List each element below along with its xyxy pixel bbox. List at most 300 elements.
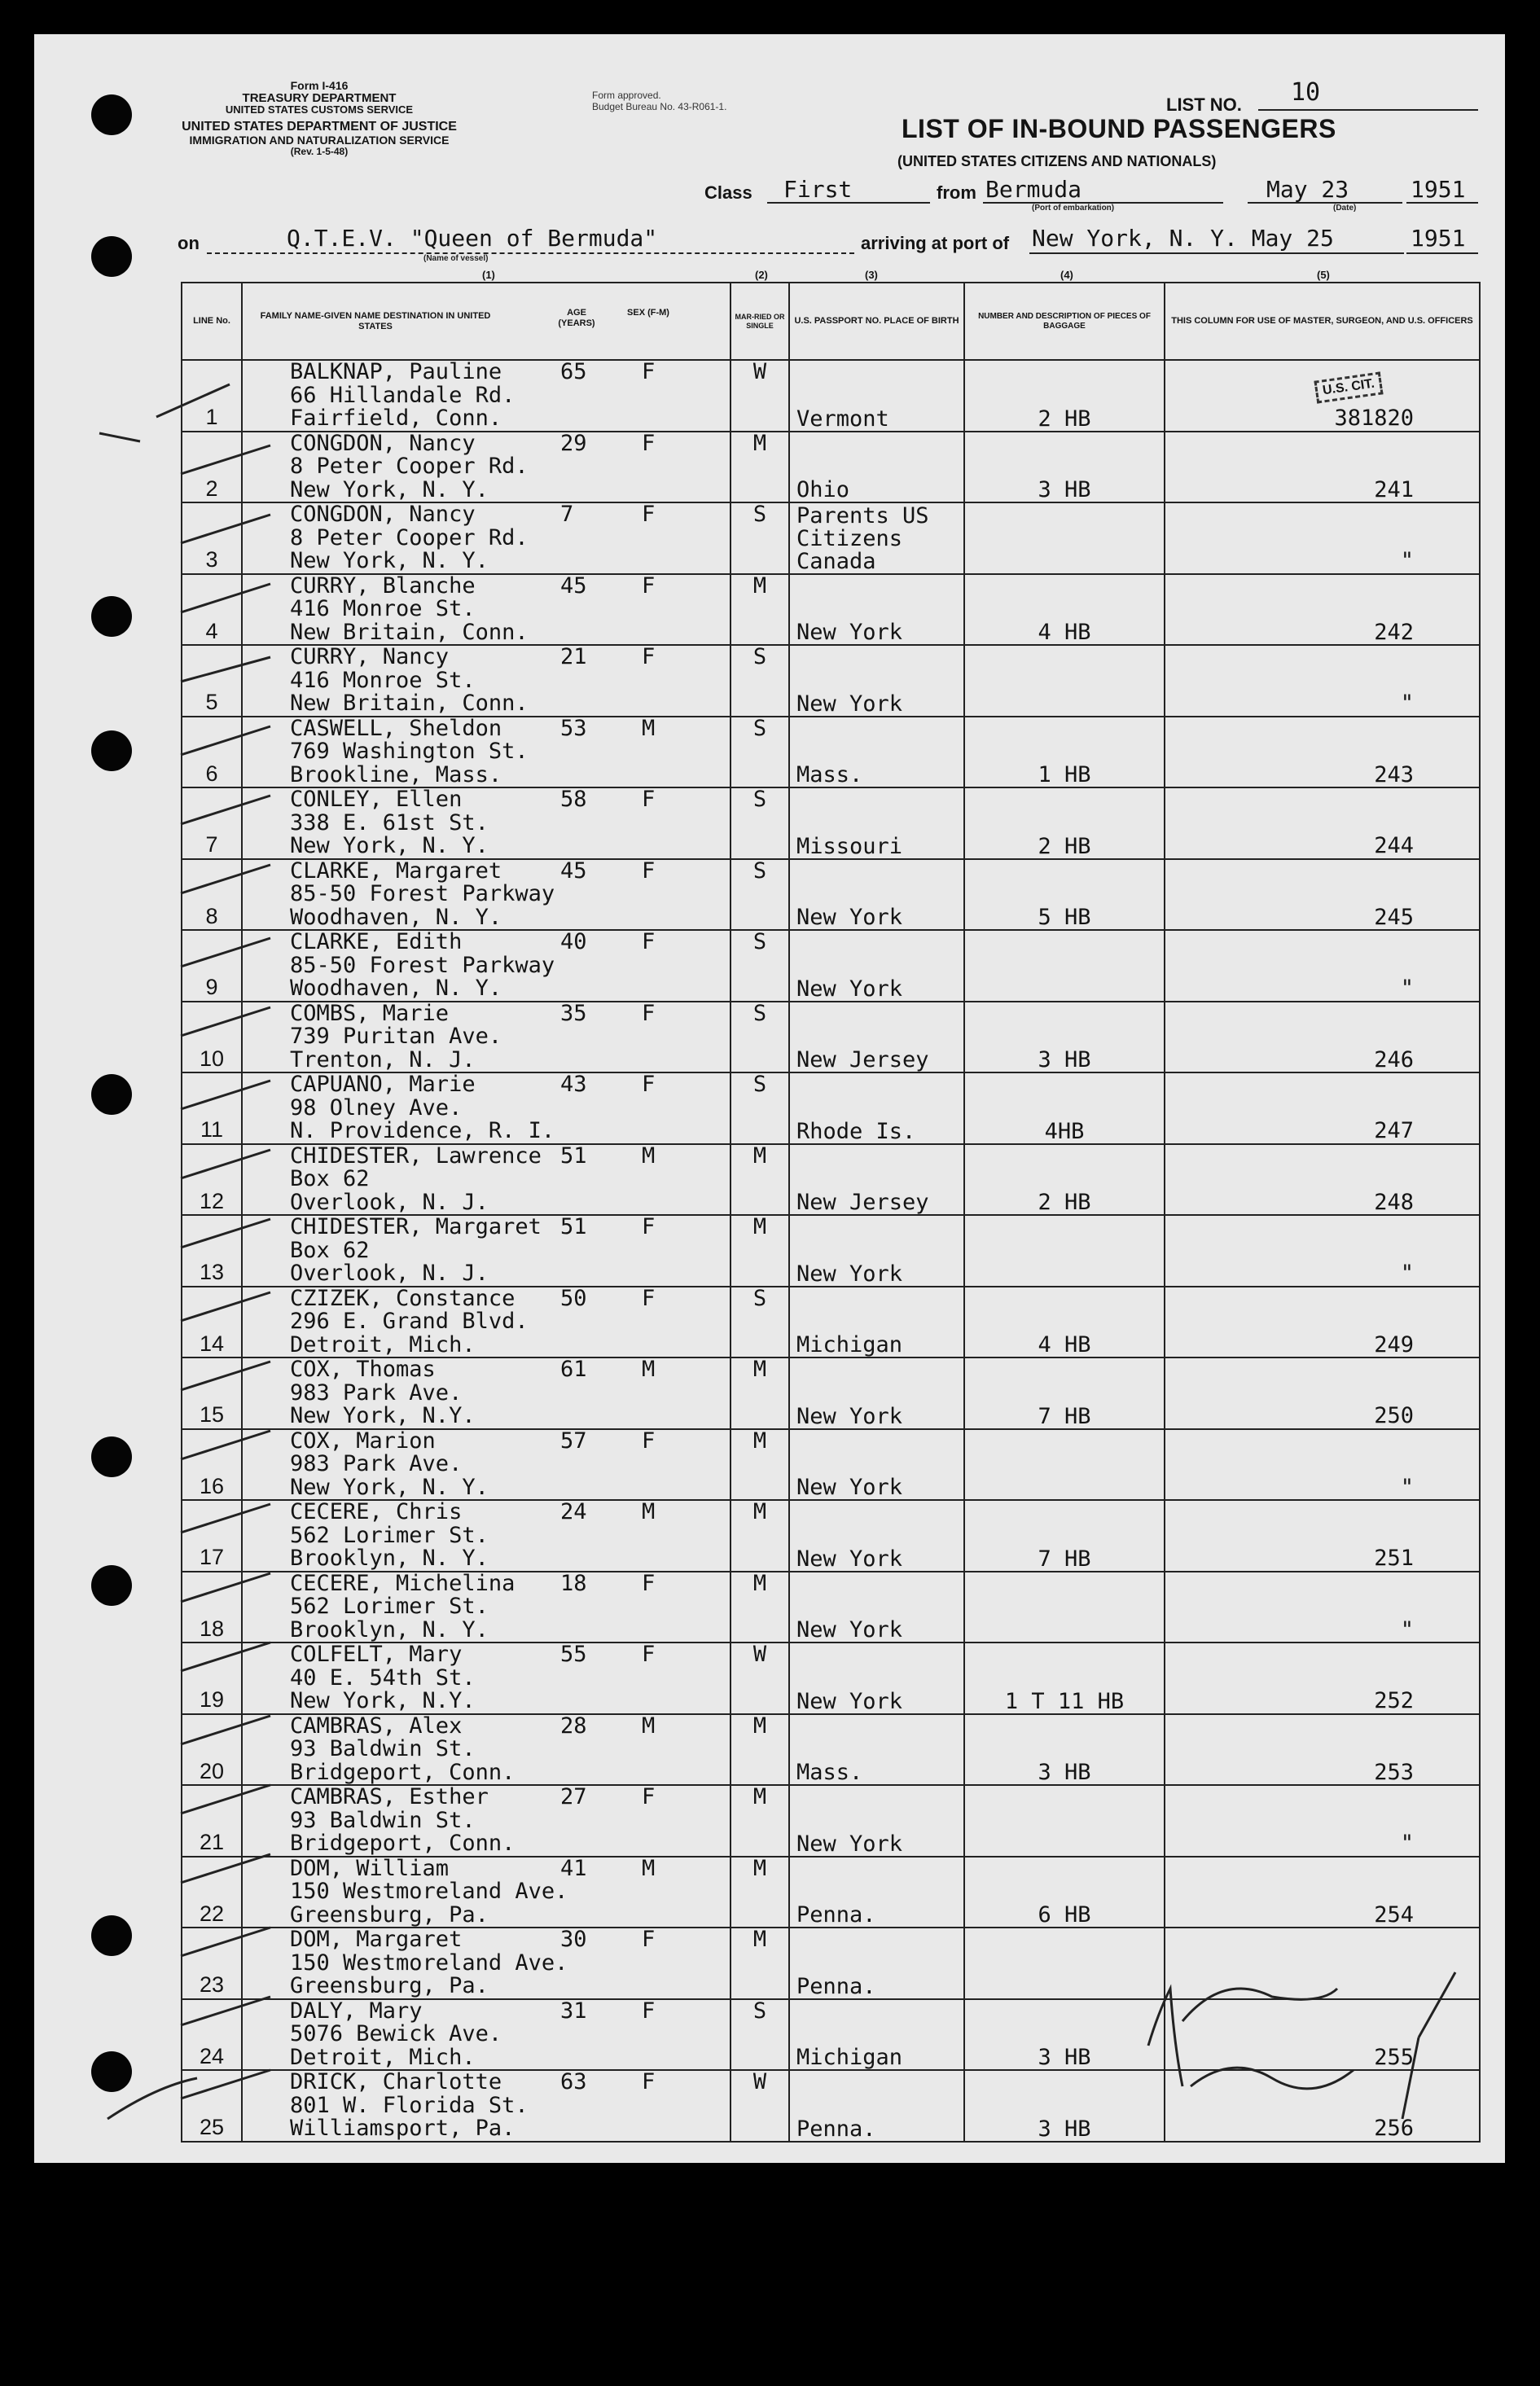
passenger-name-address bbox=[242, 1500, 731, 1572]
table-row bbox=[182, 1643, 1480, 1714]
street-address: 562 Lorimer St. bbox=[290, 1522, 489, 1548]
place-of-birth: Ohio bbox=[789, 432, 964, 503]
street-address: 93 Baldwin St. bbox=[290, 1807, 476, 1833]
officer-reference: 245 bbox=[1165, 859, 1480, 931]
passenger-name: CECERE, Michelina bbox=[290, 1571, 516, 1596]
passenger-sex: F bbox=[642, 431, 656, 456]
city-state: New York, N. Y. bbox=[290, 476, 489, 502]
passenger-name: CASWELL, Sheldon bbox=[290, 716, 502, 741]
line-number: 21 bbox=[182, 1785, 242, 1857]
line-number: 9 bbox=[182, 930, 242, 1002]
binder-hole bbox=[91, 2051, 132, 2092]
street-address: 93 Baldwin St. bbox=[290, 1736, 476, 1761]
passenger-sex: F bbox=[642, 1998, 656, 2024]
baggage-count: 3 HB bbox=[964, 1002, 1165, 1073]
arrival-underline bbox=[1029, 252, 1404, 254]
line-number: 12 bbox=[182, 1144, 242, 1216]
passenger-name-address bbox=[242, 360, 731, 432]
table-row bbox=[182, 1357, 1480, 1429]
department-of-justice: UNITED STATES DEPARTMENT OF JUSTICE bbox=[182, 120, 457, 134]
street-address: 739 Puritan Ave. bbox=[290, 1024, 502, 1049]
city-state: N. Providence, R. I. bbox=[290, 1118, 555, 1143]
street-address: 40 E. 54th St. bbox=[290, 1664, 476, 1691]
date-caption: (Date) bbox=[1333, 204, 1357, 213]
place-of-birth: New York bbox=[789, 859, 964, 931]
passenger-sex: F bbox=[642, 1001, 656, 1026]
place-of-birth: New York bbox=[789, 645, 964, 717]
line-number: 2 bbox=[182, 432, 242, 503]
table-row bbox=[182, 2070, 1480, 2142]
passenger-sex: F bbox=[642, 930, 656, 954]
place-of-birth: Mass. bbox=[789, 717, 964, 788]
passenger-age: 41 bbox=[560, 1856, 587, 1881]
table-row bbox=[182, 1857, 1480, 1928]
header-age: AGE (YEARS) bbox=[558, 308, 595, 328]
passenger-name-address bbox=[242, 1785, 731, 1857]
city-state: Woodhaven, N. Y. bbox=[290, 904, 502, 930]
baggage-count: 4 HB bbox=[964, 574, 1165, 646]
marital-status: M bbox=[731, 1357, 789, 1429]
place-of-birth: New Jersey bbox=[789, 1002, 964, 1073]
document-title: LIST OF IN-BOUND PASSENGERS bbox=[902, 114, 1336, 143]
document-subtitle: (UNITED STATES CITIZENS AND NATIONALS) bbox=[897, 153, 1217, 169]
passenger-name: DRICK, Charlotte bbox=[290, 2070, 502, 2094]
passenger-name: COMBS, Marie bbox=[290, 1001, 450, 1026]
city-state: Brooklyn, N. Y. bbox=[290, 1616, 489, 1643]
baggage-count: 5 HB bbox=[964, 859, 1165, 931]
passenger-sex: F bbox=[642, 573, 656, 599]
place-of-birth: Missouri bbox=[789, 787, 964, 859]
city-state: New York, N. Y. bbox=[290, 548, 489, 573]
marital-status: S bbox=[731, 1287, 789, 1358]
line-number: 24 bbox=[182, 1999, 242, 2071]
binder-hole bbox=[91, 730, 132, 771]
marital-status: M bbox=[731, 1500, 789, 1572]
approval-line: Form approved. bbox=[592, 90, 661, 101]
marital-status: M bbox=[731, 1928, 789, 1999]
place-of-birth: Michigan bbox=[789, 1999, 964, 2071]
immigration-service: IMMIGRATION AND NATURALIZATION SERVICE bbox=[189, 133, 450, 147]
place-of-birth: Rhode Is. bbox=[789, 1072, 964, 1144]
baggage-count bbox=[964, 1429, 1165, 1501]
table-row bbox=[182, 859, 1480, 931]
passenger-name-address bbox=[242, 432, 731, 503]
table-row bbox=[182, 1144, 1480, 1216]
passenger-name: CONLEY, Ellen bbox=[290, 787, 463, 812]
baggage-count: 3 HB bbox=[964, 2070, 1165, 2142]
passenger-name-address bbox=[242, 717, 731, 788]
passenger-age: 29 bbox=[560, 431, 587, 456]
passenger-sex: F bbox=[642, 360, 656, 384]
passenger-age: 7 bbox=[560, 502, 574, 527]
header-baggage: NUMBER AND DESCRIPTION OF PIECES OF BAGGAGE bbox=[964, 283, 1165, 360]
passenger-name-address bbox=[242, 574, 731, 646]
passenger-sex: M bbox=[642, 1500, 656, 1524]
baggage-count: 2 HB bbox=[964, 360, 1165, 432]
passenger-age: 21 bbox=[560, 645, 587, 669]
city-state: Woodhaven, N. Y. bbox=[290, 976, 502, 1001]
line-number: 22 bbox=[182, 1857, 242, 1928]
passenger-name: CAMBRAS, Alex bbox=[290, 1713, 463, 1739]
line-number: 4 bbox=[182, 574, 242, 646]
form-identification bbox=[165, 80, 474, 156]
line-number: 15 bbox=[182, 1357, 242, 1429]
officer-reference: " bbox=[1165, 1429, 1480, 1501]
passenger-name: CURRY, Nancy bbox=[290, 645, 450, 669]
passenger-age: 18 bbox=[560, 1571, 587, 1596]
passenger-name-address bbox=[242, 1215, 731, 1287]
passenger-name: CHIDESTER, Lawrence bbox=[290, 1143, 542, 1169]
passenger-name-address bbox=[242, 1857, 731, 1928]
from-label: from bbox=[937, 182, 976, 203]
baggage-count: 3 HB bbox=[964, 432, 1165, 503]
passenger-name: COX, Thomas bbox=[290, 1357, 436, 1382]
marital-status: W bbox=[731, 360, 789, 432]
arrival-port-date: New York, N. Y. May 25 bbox=[1032, 225, 1334, 252]
place-of-birth: New York bbox=[789, 1429, 964, 1501]
column-number: (2) bbox=[755, 269, 768, 281]
budget-bureau-number: Budget Bureau No. 43-R061-1. bbox=[592, 101, 727, 113]
place-of-birth: New York bbox=[789, 1500, 964, 1572]
city-state: New Britain, Conn. bbox=[290, 619, 529, 645]
passenger-name-address bbox=[242, 930, 731, 1002]
passenger-sex: F bbox=[642, 1428, 656, 1454]
baggage-count: 1 T 11 HB bbox=[964, 1643, 1165, 1714]
marital-status: M bbox=[731, 1785, 789, 1857]
place-of-birth: Penna. bbox=[789, 2070, 964, 2142]
place-of-birth: New York bbox=[789, 1643, 964, 1714]
table-row bbox=[182, 360, 1480, 432]
marital-status: M bbox=[731, 1714, 789, 1786]
table-row bbox=[182, 1002, 1480, 1073]
table-row bbox=[182, 432, 1480, 503]
passenger-sex: F bbox=[642, 1785, 656, 1809]
passenger-sex: F bbox=[642, 1072, 656, 1097]
street-address: 769 Washington St. bbox=[290, 739, 529, 764]
officer-reference: " bbox=[1165, 1572, 1480, 1643]
passenger-name: CLARKE, Margaret bbox=[290, 858, 502, 884]
passenger-name-address bbox=[242, 502, 731, 574]
table-row bbox=[182, 645, 1480, 717]
line-number: 3 bbox=[182, 502, 242, 574]
table-row bbox=[182, 1572, 1480, 1643]
marital-status: W bbox=[731, 2070, 789, 2142]
marital-status: S bbox=[731, 1072, 789, 1144]
manifest-sheet bbox=[34, 34, 1505, 2163]
marital-status: M bbox=[731, 1857, 789, 1928]
passenger-name-address bbox=[242, 645, 731, 717]
marital-status: S bbox=[731, 859, 789, 931]
line-number: 20 bbox=[182, 1714, 242, 1786]
marital-status: M bbox=[731, 1215, 789, 1287]
baggage-count: 1 HB bbox=[964, 717, 1165, 788]
place-of-birth: Mass. bbox=[789, 1714, 964, 1786]
officer-reference: 254 bbox=[1165, 1857, 1480, 1928]
us-citizen-stamp: U.S. CIT. bbox=[1314, 371, 1383, 403]
passenger-name: CURRY, Blanche bbox=[290, 573, 476, 599]
column-number: (4) bbox=[1060, 269, 1073, 281]
officer-reference: 247 bbox=[1165, 1072, 1480, 1144]
marital-status: M bbox=[731, 432, 789, 503]
officer-reference: " bbox=[1165, 1785, 1480, 1857]
binder-hole bbox=[91, 94, 132, 135]
line-number: 13 bbox=[182, 1215, 242, 1287]
officer-reference: " bbox=[1165, 502, 1480, 574]
line-number: 17 bbox=[182, 1500, 242, 1572]
place-of-birth: New York bbox=[789, 574, 964, 646]
marital-status: M bbox=[731, 1429, 789, 1501]
baggage-count bbox=[964, 502, 1165, 574]
customs-service: UNITED STATES CUSTOMS SERVICE bbox=[225, 103, 414, 116]
passenger-name-address bbox=[242, 787, 731, 859]
year-underline bbox=[1406, 202, 1478, 204]
table-row bbox=[182, 1785, 1480, 1857]
passenger-name: DOM, William bbox=[290, 1856, 450, 1881]
arriving-label: arriving at port of bbox=[861, 233, 1010, 253]
binder-hole bbox=[91, 1436, 132, 1477]
vessel-underline bbox=[207, 252, 854, 254]
header-officers: THIS COLUMN FOR USE OF MASTER, SURGEON, AND U.S. OFFICERS bbox=[1165, 283, 1480, 360]
table-row bbox=[182, 1714, 1480, 1786]
marital-status: S bbox=[731, 1999, 789, 2071]
street-address: 983 Park Ave. bbox=[290, 1379, 463, 1406]
passenger-age: 61 bbox=[560, 1357, 587, 1382]
passenger-name-address bbox=[242, 1429, 731, 1501]
city-state: New York, N. Y. bbox=[290, 1474, 489, 1500]
passenger-sex: M bbox=[642, 1713, 656, 1739]
city-state: New York, N.Y. bbox=[290, 1688, 476, 1713]
street-address: 85-50 Forest Parkway bbox=[290, 952, 555, 978]
passenger-age: 53 bbox=[560, 716, 587, 741]
column-number: (5) bbox=[1317, 269, 1330, 281]
header-name-destination bbox=[242, 283, 731, 360]
passenger-age: 24 bbox=[560, 1500, 587, 1524]
table-row bbox=[182, 1072, 1480, 1144]
baggage-count: 2 HB bbox=[964, 787, 1165, 859]
place-of-birth: New York bbox=[789, 1357, 964, 1429]
line-number: 14 bbox=[182, 1287, 242, 1358]
passenger-age: 27 bbox=[560, 1785, 587, 1809]
street-address: 562 Lorimer St. bbox=[290, 1594, 489, 1619]
table-row bbox=[182, 1500, 1480, 1572]
form-revision: (Rev. 1-5-48) bbox=[290, 145, 349, 157]
place-of-birth: New York bbox=[789, 1785, 964, 1857]
officer-reference: 250 bbox=[1165, 1357, 1480, 1429]
line-number: 5 bbox=[182, 645, 242, 717]
marital-status: M bbox=[731, 574, 789, 646]
city-state: New Britain, Conn. bbox=[290, 691, 529, 716]
header-name: FAMILY NAME-GIVEN NAME DESTINATION IN UNITED STATES bbox=[260, 310, 491, 331]
header-married: MAR-RIED OR SINGLE bbox=[731, 283, 789, 360]
passenger-name: CONGDON, Nancy bbox=[290, 431, 476, 456]
baggage-count bbox=[964, 1785, 1165, 1857]
list-number-underline bbox=[1258, 109, 1478, 111]
passenger-name-address bbox=[242, 1002, 731, 1073]
baggage-count bbox=[964, 1572, 1165, 1643]
place-of-birth: Penna. bbox=[789, 1928, 964, 1999]
passenger-sex: F bbox=[642, 645, 656, 669]
passenger-sex: F bbox=[642, 787, 656, 812]
city-state: Detroit, Mich. bbox=[290, 2044, 476, 2070]
place-of-birth: New York bbox=[789, 1215, 964, 1287]
passenger-sex: F bbox=[642, 1215, 656, 1239]
place-of-birth: Vermont bbox=[789, 360, 964, 432]
passenger-age: 55 bbox=[560, 1643, 587, 1667]
officer-reference: 381820 bbox=[1165, 360, 1480, 432]
officer-reference: " bbox=[1165, 645, 1480, 717]
line-number: 23 bbox=[182, 1928, 242, 1999]
passenger-name-address bbox=[242, 1928, 731, 1999]
baggage-count: 4HB bbox=[964, 1072, 1165, 1144]
officer-reference: 251 bbox=[1165, 1500, 1480, 1572]
binder-hole bbox=[91, 1565, 132, 1606]
city-state: Greensburg, Pa. bbox=[290, 1901, 489, 1928]
officer-reference: 246 bbox=[1165, 1002, 1480, 1073]
passenger-sex: F bbox=[642, 1286, 656, 1311]
line-number: 18 bbox=[182, 1572, 242, 1643]
line-number: 19 bbox=[182, 1643, 242, 1714]
officer-reference: 249 bbox=[1165, 1287, 1480, 1358]
binder-hole bbox=[91, 1915, 132, 1956]
date-underline bbox=[1248, 202, 1402, 204]
list-number: 10 bbox=[1291, 78, 1321, 107]
table-row bbox=[182, 574, 1480, 646]
marital-status: W bbox=[731, 1643, 789, 1714]
baggage-count: 3 HB bbox=[964, 1999, 1165, 2071]
line-number: 7 bbox=[182, 787, 242, 859]
passenger-name: CHIDESTER, Margaret bbox=[290, 1215, 542, 1239]
passenger-sex: F bbox=[642, 1928, 656, 1952]
header-sex: SEX (F-M) bbox=[627, 308, 669, 318]
baggage-count: 3 HB bbox=[964, 1714, 1165, 1786]
passenger-age: 57 bbox=[560, 1428, 587, 1454]
city-state: Detroit, Mich. bbox=[290, 1331, 476, 1357]
street-address: 85-50 Forest Parkway bbox=[290, 881, 555, 906]
passenger-name-address bbox=[242, 1714, 731, 1786]
city-state: New York, N. Y. bbox=[290, 833, 489, 858]
form-number: Form I-416 bbox=[290, 79, 349, 92]
officer-reference: " bbox=[1165, 1215, 1480, 1287]
passenger-age: 58 bbox=[560, 787, 587, 812]
passenger-age: 28 bbox=[560, 1713, 587, 1739]
baggage-count: 7 HB bbox=[964, 1500, 1165, 1572]
street-address: 8 Peter Cooper Rd. bbox=[290, 524, 529, 550]
officer-reference: 255 bbox=[1165, 1999, 1480, 2071]
passenger-age: 31 bbox=[560, 1998, 587, 2024]
baggage-count bbox=[964, 1928, 1165, 1999]
place-of-birth: New York bbox=[789, 930, 964, 1002]
binder-hole bbox=[91, 236, 132, 277]
street-address: 150 Westmoreland Ave. bbox=[290, 1879, 568, 1904]
binder-hole bbox=[91, 596, 132, 637]
officer-reference: 241 bbox=[1165, 432, 1480, 503]
vessel-name: Q.T.E.V. "Queen of Bermuda" bbox=[287, 225, 658, 252]
passenger-sex: F bbox=[642, 502, 656, 527]
arrival-year: 1951 bbox=[1411, 225, 1466, 252]
passenger-sex: M bbox=[642, 1357, 656, 1382]
place-of-birth: New Jersey bbox=[789, 1144, 964, 1216]
street-address: 150 Westmoreland Ave. bbox=[290, 1950, 568, 1976]
passenger-name-address bbox=[242, 1072, 731, 1144]
passenger-name: CECERE, Chris bbox=[290, 1500, 463, 1524]
officer-reference: 256 bbox=[1165, 2070, 1480, 2142]
passenger-sex: F bbox=[642, 858, 656, 884]
table-row bbox=[182, 717, 1480, 788]
column-number: (1) bbox=[482, 269, 495, 281]
passenger-name: COX, Marion bbox=[290, 1428, 436, 1454]
class-value: First bbox=[783, 176, 853, 203]
city-state: Overlook, N. J. bbox=[290, 1189, 489, 1215]
table-header-row bbox=[182, 283, 1480, 360]
passenger-name-address bbox=[242, 859, 731, 931]
column-number: (3) bbox=[865, 269, 878, 281]
marital-status: S bbox=[731, 717, 789, 788]
street-address: 98 Olney Ave. bbox=[290, 1094, 463, 1121]
passenger-name: DOM, Margaret bbox=[290, 1928, 463, 1952]
table-row bbox=[182, 1215, 1480, 1287]
header-passport: U.S. PASSPORT NO. PLACE OF BIRTH bbox=[789, 283, 964, 360]
baggage-count: 4 HB bbox=[964, 1287, 1165, 1358]
passenger-name: DALY, Mary bbox=[290, 1998, 423, 2024]
baggage-count bbox=[964, 1215, 1165, 1287]
city-state: Fairfield, Conn. bbox=[290, 406, 502, 431]
embarkation-year: 1951 bbox=[1411, 176, 1466, 203]
marital-status: M bbox=[731, 1144, 789, 1216]
officer-reference: 253 bbox=[1165, 1714, 1480, 1786]
passenger-name: CZIZEK, Constance bbox=[290, 1286, 516, 1311]
passenger-sex: M bbox=[642, 1143, 656, 1169]
street-address: 801 W. Florida St. bbox=[290, 2092, 529, 2118]
baggage-count bbox=[964, 645, 1165, 717]
baggage-count: 7 HB bbox=[964, 1357, 1165, 1429]
line-number: 16 bbox=[182, 1429, 242, 1501]
budget-approval bbox=[592, 90, 726, 113]
passenger-sex: M bbox=[642, 1856, 656, 1881]
list-number-label: LIST NO. bbox=[1166, 94, 1242, 115]
passenger-age: 40 bbox=[560, 930, 587, 954]
marital-status: M bbox=[731, 1572, 789, 1643]
street-address: 983 Park Ave. bbox=[290, 1451, 463, 1476]
passenger-age: 45 bbox=[560, 858, 587, 884]
line-number: 1 bbox=[182, 360, 242, 432]
city-state: Williamsport, Pa. bbox=[290, 2116, 516, 2141]
passenger-age: 35 bbox=[560, 1001, 587, 1026]
passenger-name-address bbox=[242, 1287, 731, 1358]
table-row bbox=[182, 787, 1480, 859]
place-of-birth: New York bbox=[789, 1572, 964, 1643]
passenger-age: 50 bbox=[560, 1286, 587, 1311]
passenger-age: 45 bbox=[560, 573, 587, 599]
passenger-sex: M bbox=[642, 716, 656, 741]
street-address: 338 E. 61st St. bbox=[290, 809, 489, 836]
city-state: Bridgeport, Conn. bbox=[290, 1759, 516, 1785]
officer-reference: 252 bbox=[1165, 1643, 1480, 1714]
embarkation-date: May 23 bbox=[1266, 176, 1349, 203]
passenger-name: CAPUANO, Marie bbox=[290, 1072, 476, 1097]
street-address: 5076 Bewick Ave. bbox=[290, 2021, 502, 2046]
city-state: Bridgeport, Conn. bbox=[290, 1831, 516, 1856]
passenger-name: CAMBRAS, Esther bbox=[290, 1785, 489, 1809]
arrival-year-underline bbox=[1406, 252, 1478, 254]
officer-reference: 244 bbox=[1165, 787, 1480, 859]
city-state: Trenton, N. J. bbox=[290, 1046, 476, 1072]
place-of-birth: Penna. bbox=[789, 1857, 964, 1928]
line-number: 8 bbox=[182, 859, 242, 931]
class-underline bbox=[767, 202, 930, 204]
passenger-name: BALKNAP, Pauline bbox=[290, 360, 502, 384]
city-state: Brooklyn, N. Y. bbox=[290, 1546, 489, 1571]
passenger-age: 65 bbox=[560, 360, 587, 384]
